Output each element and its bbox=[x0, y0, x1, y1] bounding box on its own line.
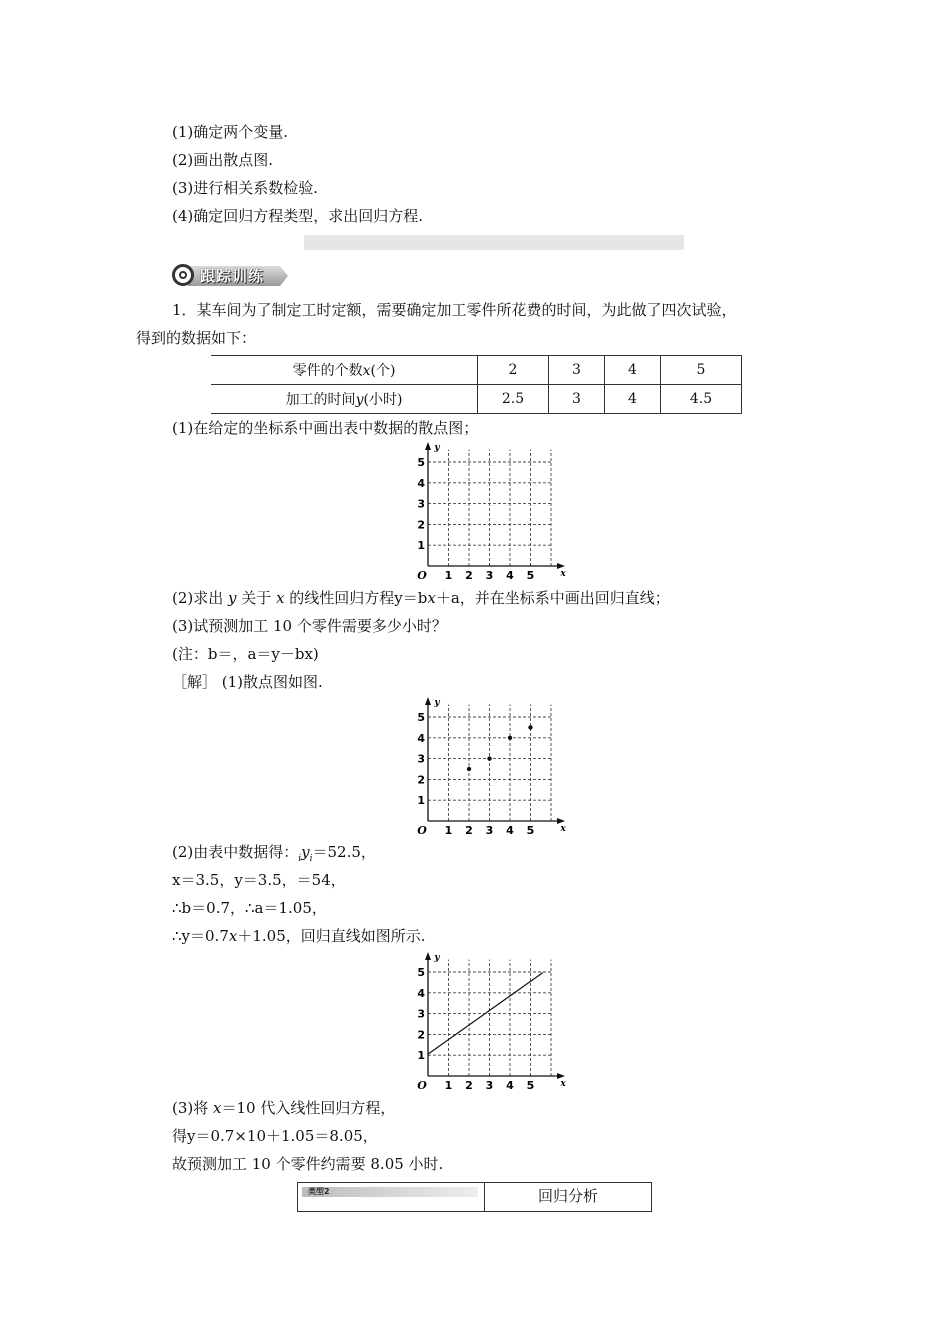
type-tag-bar bbox=[302, 1187, 478, 1197]
problem-line-1: 1．某车间为了制定工时定额，需要确定加工零件所花费的时间，为此做了四次试验， bbox=[172, 301, 737, 319]
x-tick-label: 2 bbox=[465, 569, 473, 580]
question-3: (3)试预测加工 10 个零件需要多少小时？ bbox=[172, 617, 447, 635]
y-tick-label: 5 bbox=[417, 711, 425, 724]
solution-step-3: (3)将 x＝10 代入线性回归方程， bbox=[172, 1099, 396, 1117]
table-cell: 4.5 bbox=[661, 385, 742, 414]
solution-prediction-calc: 得y＝0.7×10＋1.05＝8.05， bbox=[172, 1127, 378, 1145]
data-table bbox=[211, 355, 742, 414]
section-badge bbox=[172, 263, 288, 291]
y-axis-label: y bbox=[434, 953, 440, 963]
blank-coordinate-chart bbox=[408, 440, 568, 580]
x-axis-label: x bbox=[560, 1079, 566, 1089]
type-header-box bbox=[297, 1182, 652, 1212]
step-1: (1)确定两个变量. bbox=[172, 123, 289, 141]
type-box-title: 回归分析 bbox=[537, 1187, 598, 1205]
y-tick-label: 3 bbox=[417, 752, 425, 766]
origin-label: O bbox=[417, 569, 427, 580]
y-tick-label: 5 bbox=[417, 966, 425, 979]
y-axis-label: y bbox=[434, 698, 440, 708]
question-1: (1)在给定的坐标系中画出表中数据的散点图； bbox=[172, 419, 479, 437]
step-2: (2)画出散点图. bbox=[172, 151, 274, 169]
data-point bbox=[487, 756, 491, 760]
type-tag-label: 类型2 bbox=[308, 1187, 330, 1196]
y-tick-label: 3 bbox=[417, 1007, 425, 1021]
y-tick-label: 2 bbox=[417, 773, 425, 787]
x-tick-label: 3 bbox=[485, 824, 494, 835]
table-row-y bbox=[211, 385, 742, 414]
y-axis-arrow-icon bbox=[425, 697, 431, 705]
table-cell: 3 bbox=[549, 356, 605, 385]
formula-note: (注：b＝，a＝y－bx) bbox=[172, 645, 319, 663]
y-tick-label: 1 bbox=[417, 1049, 425, 1063]
x-tick-label: 4 bbox=[506, 824, 514, 835]
table-row-y-label: 加工的时间y(小时) bbox=[211, 385, 478, 414]
data-point bbox=[528, 725, 532, 729]
data-point bbox=[508, 736, 512, 740]
y-tick-label: 2 bbox=[417, 1028, 425, 1042]
table-cell: 2.5 bbox=[478, 385, 549, 414]
solution-intro: ［解］ (1)散点图如图. bbox=[172, 673, 323, 691]
y-axis-arrow-icon bbox=[425, 952, 431, 960]
y-tick-label: 1 bbox=[417, 794, 425, 808]
separator-bar bbox=[304, 235, 684, 250]
y-tick-label: 5 bbox=[417, 456, 425, 469]
problem-line-2: 得到的数据如下： bbox=[136, 329, 257, 347]
target-icon bbox=[172, 264, 194, 286]
y-tick-label: 2 bbox=[417, 518, 425, 532]
x-tick-label: 4 bbox=[506, 1079, 514, 1090]
step-3: (3)进行相关系数检验. bbox=[172, 179, 319, 197]
x-tick-label: 2 bbox=[465, 824, 473, 835]
solution-conclusion: 故预测加工 10 个零件约需要 8.05 小时. bbox=[172, 1155, 444, 1173]
table-cell: 5 bbox=[661, 356, 742, 385]
table-cell: 3 bbox=[549, 385, 605, 414]
y-tick-label: 4 bbox=[417, 731, 425, 745]
x-tick-label: 3 bbox=[485, 569, 494, 580]
y-tick-label: 4 bbox=[417, 986, 425, 1000]
y-tick-label: 1 bbox=[417, 539, 425, 553]
table-row-x-label: 零件的个数x(个) bbox=[211, 356, 478, 385]
x-tick-label: 4 bbox=[506, 569, 514, 580]
x-tick-label: 5 bbox=[526, 569, 535, 580]
table-row-x bbox=[211, 356, 742, 385]
scatter-chart bbox=[408, 695, 568, 835]
x-tick-label: 3 bbox=[485, 1079, 494, 1090]
solution-coefficients: ∴b＝0.7，∴a＝1.05， bbox=[172, 899, 327, 917]
question-2: (2)求出 y 关于 x 的线性回归方程y＝bx＋a，并在坐标系中画出回归直线； bbox=[172, 589, 670, 607]
regression-line-chart bbox=[408, 950, 568, 1090]
table-cell: 4 bbox=[605, 356, 661, 385]
solution-step-2: (2)由表中数据得：$_iy_i=52.5$， bbox=[172, 843, 376, 864]
origin-label: O bbox=[417, 824, 427, 835]
x-tick-label: 5 bbox=[526, 1079, 535, 1090]
solution-equation: ∴y＝0.7x＋1.05，回归直线如图所示. bbox=[172, 927, 426, 945]
y-tick-label: 3 bbox=[417, 497, 425, 511]
solution-means: x＝3.5，y＝3.5，＝54， bbox=[172, 871, 346, 889]
x-tick-label: 1 bbox=[444, 1079, 453, 1090]
data-point bbox=[467, 767, 471, 771]
x-axis-label: x bbox=[560, 569, 566, 579]
y-axis-label: y bbox=[434, 443, 440, 453]
table-cell: 2 bbox=[478, 356, 549, 385]
step-4: (4)确定回归方程类型，求出回归方程. bbox=[172, 207, 424, 225]
origin-label: O bbox=[417, 1079, 427, 1090]
x-axis-label: x bbox=[560, 824, 566, 834]
section-badge-label: 跟踪训练 bbox=[200, 267, 265, 285]
x-tick-label: 2 bbox=[465, 1079, 473, 1090]
x-tick-label: 1 bbox=[444, 569, 453, 580]
x-tick-label: 5 bbox=[526, 824, 535, 835]
y-tick-label: 4 bbox=[417, 476, 425, 490]
x-tick-label: 1 bbox=[444, 824, 453, 835]
table-cell: 4 bbox=[605, 385, 661, 414]
y-axis-arrow-icon bbox=[425, 442, 431, 450]
